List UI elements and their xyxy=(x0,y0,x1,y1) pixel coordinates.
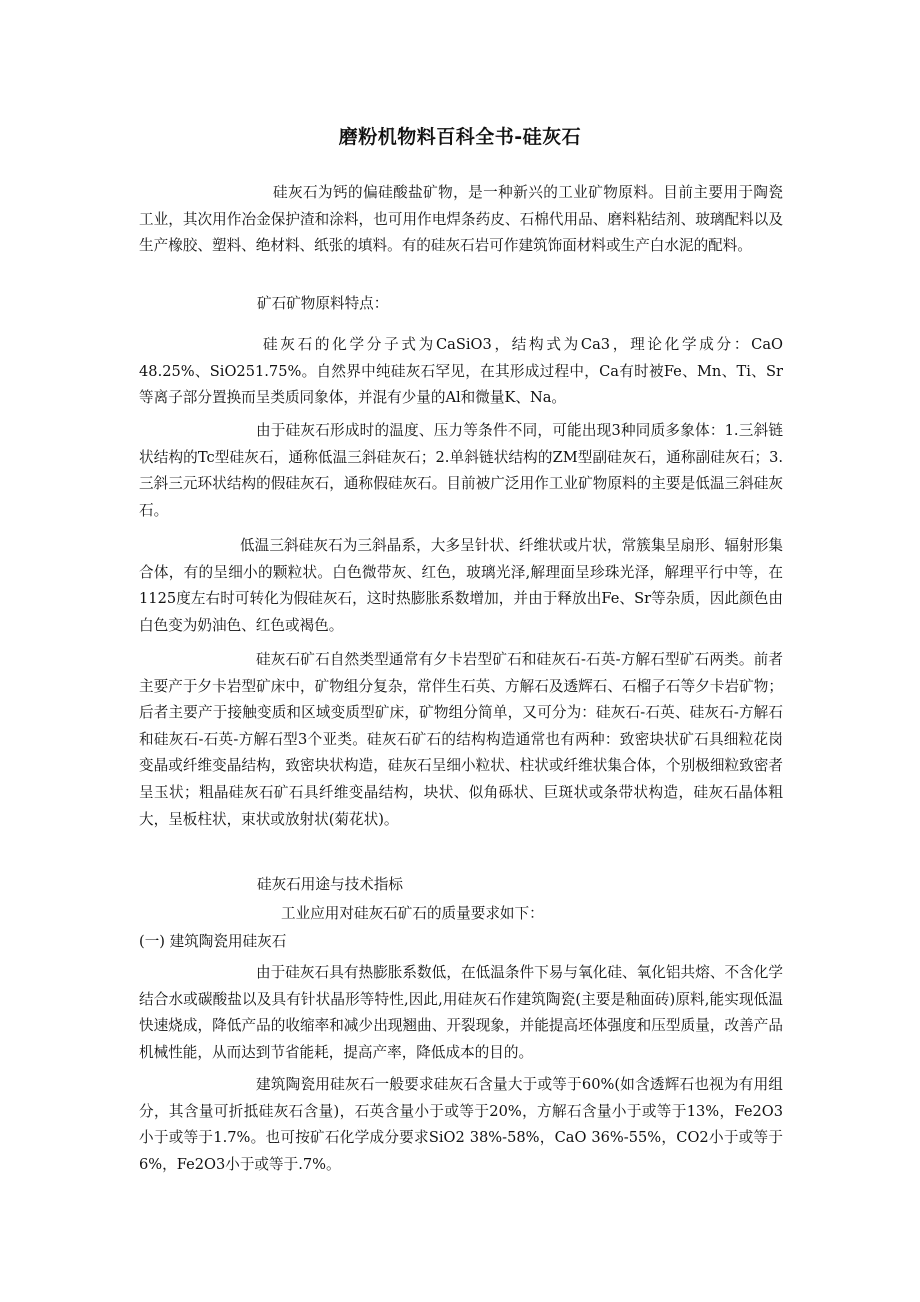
ceramic-spec-paragraph: 建筑陶瓷用硅灰石一般要求硅灰石含量大于或等于60%(如含透辉石也视为有用组分，其含量可折抵硅灰石含量)，石英含量小于或等于20%，方解石含量小于或等于13%，Fe2O3小于或等于1.7%。也可按矿石化学成分要求SiO2 38%-58%，CaO 36%-55%，CO2小于或等于6%，Fe2O3小于或等于.7%。 xyxy=(139,1076,783,1173)
ceramic-paragraph: 由于硅灰石具有热膨胀系数低，在低温条件下易与氧化硅、氧化铝共熔、不含化学结合水或碳酸盐以及具有针状晶形等特性,因此,用硅灰石作建筑陶瓷(主要是釉面砖)原料,能实现低温快速烧成，降低产品的收缩率和减少出现翘曲、开裂现象，并能提高坯体强度和压型质量，改善产品机械性能，从而达到节省能耗，提高产率，降低成本的目的。 xyxy=(139,964,783,1061)
ore-types-paragraph: 硅灰石矿石自然类型通常有夕卡岩型矿石和硅灰石-石英-方解石型矿石两类。前者主要产于夕卡岩型矿床中，矿物组分复杂，常伴生石英、方解石及透辉石、石榴子石等夕卡岩矿物；后者主要产于接触变质和区域变质型矿床，矿物组分简单，又可分为：硅灰石-石英、硅灰石-方解石和硅灰石-石英-方解石型3个亚类。硅灰石矿石的结构构造通常也有两种：致密块状矿石具细粒花岗变晶或纤维变晶结构，致密块状构造，硅灰石呈细小粒状、柱状或纤维状集合体，个别极细粒致密者呈玉状；粗晶硅灰石矿石具纤维变晶结构，块状、似角砾状、巨斑状或条带状构造，硅灰石晶体粗大，呈板柱状，束状或放射状(菊花状)。 xyxy=(139,651,783,828)
subsection-heading-ceramic: (一) 建筑陶瓷用硅灰石 xyxy=(139,933,287,950)
crystal-paragraph: 低温三斜硅灰石为三斜晶系，大多呈针状、纤维状或片状，常簇集呈扇形、辐射形集合体，有的呈细小的颗粒状。白色微带灰、红色，玻璃光泽,解理面呈珍珠光泽，解理平行中等，在1125度左右时可转化为假硅灰石，这时热膨胀系数增加，并由于释放出Fe、Sr等杂质，因此颜色由白色变为奶油色、红色或褐色。 xyxy=(139,537,783,634)
document-title: 磨粉机物料百科全书-硅灰石 xyxy=(338,126,582,148)
quality-intro-line: 工业应用对硅灰石矿石的质量要求如下： xyxy=(281,905,544,922)
chemistry-paragraph: 硅灰石的化学分子式为CaSiO3，结构式为Ca3，理论化学成分：CaO 48.25%、SiO251.75%。自然界中纯硅灰石罕见，在其形成过程中，Ca有时被Fe、Mn、Ti、Sr等离子部分置换而呈类质同象体，并混有少量的Al和微量K、Na。 xyxy=(139,336,783,407)
section-heading-features: 矿石矿物原料特点： xyxy=(257,295,389,312)
section-heading-uses: 硅灰石用途与技术指标 xyxy=(257,876,403,893)
polymorph-paragraph: 由于硅灰石形成时的温度、压力等条件不同，可能出现3种同质多象体：1.三斜链状结构的Tc型硅灰石，通称低温三斜硅灰石；2.单斜链状结构的ZM型副硅灰石，通称副硅灰石；3.三斜三元环状结构的假硅灰石，通称假硅灰石。目前被广泛用作工业矿物原料的主要是低温三斜硅灰石。 xyxy=(139,422,783,519)
intro-paragraph: 硅灰石为钙的偏硅酸盐矿物，是一种新兴的工业矿物原料。目前主要用于陶瓷工业，其次用作冶金保护渣和涂料，也可用作电焊条药皮、石棉代用品、磨料粘结剂、玻璃配料以及生产橡胶、塑料、绝材料、纸张的填料。有的硅灰石岩可作建筑饰面材料或生产白水泥的配料。 xyxy=(139,184,783,255)
